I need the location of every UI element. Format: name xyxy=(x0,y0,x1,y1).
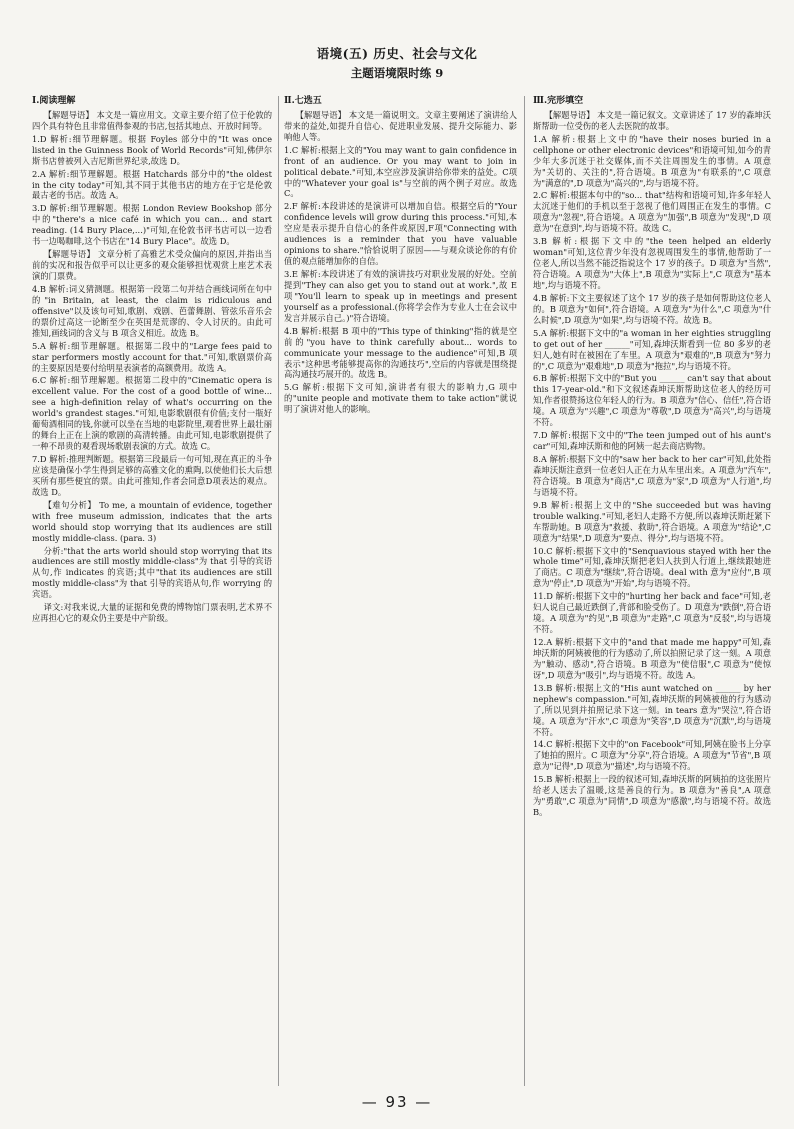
answer-paragraph: 12.A 解析:根据下文中的"and that made me happy"可知,森坤沃斯的阿姨被他的行为感动了,所以拍照记录了这一刻。A 项意为"触动、感动",符合语境。B 项意为"使信服",C 项意为"使惊讶",D 项意为"吸引",均与语境不符。故选 A。 xyxy=(533,637,771,680)
answer-paragraph: 5.A 解析:细节理解题。根据第二段中的"Large fees paid to star performers mostly account for that."可知,歌剧票价高的主要原因是要付给明星表演者的高额费用。故选 A。 xyxy=(32,340,272,373)
answer-paragraph: 2.F 解析:本段讲述的是演讲可以增加自信。根据空后的"Your confidence levels will grow during this process."可知,本空应是表示提升自信心的条件或原因,F项"Connecting with audiences is a reminder that you have valuable opinions to share."恰恰说明了原因——与观众谈论你的有价值的观点能增加你的自信。 xyxy=(284,201,517,267)
answer-paragraph: 1.C 解析:根据上文的"You may want to gain confidence in front of an audience. Or you may want to join in political debate."可知,本空应涉及演讲给你带来的益处。C项中的"Whatever your goal is"与空前的两个例子对应。故选 C。 xyxy=(284,144,517,199)
answer-paragraph: 3.B 解析:根据下文中的"the teen helped an elderly woman"可知,这位青少年没有忽视周围发生的事情,他帮助了一位老人,所以当然不能泛指说这个 17 岁的孩子。D 项意为"当然",符合语境。A 项意为"大体上",B 项意为"实际上",C 项意为"基本地",均与语境不符。 xyxy=(533,236,771,290)
answer-paragraph: 11.D 解析:根据下文中的"hurting her back and face"可知,老妇人说自己最近跌倒了,背部和脸受伤了。D 项意为"跌倒",符合语境。A 项意为"约见",B 项意为"走路",C 项意为"反驳",均与语境不符。 xyxy=(533,591,771,635)
section-heading: Ⅲ.完形填空 xyxy=(533,96,584,106)
answer-paragraph: 2.A 解析:细节理解题。根据 Hatchards 部分中的"the oldest in the city today"可知,其不同于其他书店的地方在于它是伦敦最古老的书店。故选 A。 xyxy=(32,168,272,201)
column-divider xyxy=(524,96,525,1086)
page-number: — 93 — xyxy=(361,1093,433,1111)
answer-paragraph: 9.B 解析:根据上文中的"She succeeded but was having trouble walking."可知,老妇人走路不方便,所以森坤沃斯赶紧下车帮助她。B 项意为"救援、救助",符合语境。A 项意为"结论",C 项意为"结果",D 项意为"要点、得分",均与语境不符。 xyxy=(533,499,771,543)
answer-paragraph: 【解题导语】 本文是一篇应用文。文章主要介绍了位于伦敦的四个具有特色且非常值得参观的书店,包括其地点、开放时间等。 xyxy=(32,109,272,131)
answer-paragraph: 15.B 解析:根据上一段的叙述可知,森坤沃斯的阿姨拍的这张照片给老人送去了温暖,这是善良的行为。B 项意为"善良",A 项意为"勇敢",C 项意为"同情",D 项意为"感激",均与语境不符。故选 B。 xyxy=(533,774,771,818)
page-header xyxy=(0,44,794,81)
answer-paragraph: 【解题导语】 本文是一篇记叙文。文章讲述了 17 岁的森坤沃斯帮助一位受伤的老人去医院的故事。 xyxy=(533,109,771,131)
answer-paragraph: 1.D 解析:细节理解题。根据 Foyles 部分中的"It was once listed in the Guinness Book of World Records"可知,佛伊尔斯书店曾被列入吉尼斯世界纪录,故选 D。 xyxy=(32,133,272,166)
column-seven-choose-five xyxy=(284,96,517,417)
answer-paragraph: 7.D 解析:推理判断题。根据第三段最后一句可知,现在真正的斗争应该是确保小学生得到足够的高雅文化的熏陶,以使他们长大后想买所有那些便宜的票。由此可推知,作者会同意D项表达的观点。故选 D。 xyxy=(32,454,272,497)
answer-paragraph: 7.D 解析:根据下文中的"The teen jumped out of his aunt's car"可知,森坤沃斯和他的阿姨一起去商店购物。 xyxy=(533,430,771,452)
page-subtitle: 主题语境限时练 9 xyxy=(350,66,444,80)
answer-paragraph: 4.B 解析:词义猜测题。根据第一段第二句并结合画线词所在句中的"in Britain, at least, the claim is ridiculous and offensive"以及该句可知,歌剧、戏剧、芭蕾舞剧、管弦乐音乐会的票价过高这一论断至少在英国是荒谬的、令人讨厌的。由此可推知,画线词的含义与 B 项含义相近。故选 B。 xyxy=(32,283,272,338)
answer-paragraph: 4.B 解析:根据 B 项中的"This type of thinking"指的就是空前的"you have to think carefully about... words to communicate your message to the audience"可知,B 项表示"这种思考能够提高你的沟通技巧",空后的内容就是围绕提高沟通技巧展开的。故选 B。 xyxy=(284,325,517,380)
answer-paragraph: 13.B 解析:根据上文的"His aunt watched on ______ by her nephew's compassion."可知,森坤沃斯的阿姨被他的行为感动了,所以见到并拍照记录下这一刻。in tears 意为"哭泣",符合语境。A 项意为"汗水",C 项意为"笑容",D 项意为"沉默",均与语境不符。 xyxy=(533,682,771,737)
column-divider xyxy=(278,96,279,1086)
answer-paragraph: 6.B 解析:根据下文中的"But you ______ can't say that about this 17-year-old."和下文叙述森坤沃斯帮助这位老人的经历可知,作者很赞扬这位年轻人的行为。B 项意为"信心、信任",符合语境。A 项意为"兴趣",C 项意为"尊敬",D 项意为"高兴",均与语境不符。 xyxy=(533,373,771,428)
answer-paragraph: 6.C 解析:细节理解题。根据第二段中的"Cinematic opera is excellent value. For the cost of a good bottle of wine... see a high-definition relay of what's occurring on the world's grandest stages."可知,电影歌剧很有价值;支付一瓶好葡萄酒相同的钱,你就可以坐在当地的电影院里,观看世界上最壮丽的舞台上正在上演的歌剧的高清转播。由此可知,电影歌剧提供了一种不昂贵的观看现场歌剧表演的方式。故选 C。 xyxy=(32,375,272,452)
answer-paragraph: 译文:对我来说,大量的证据和免费的博物馆门票表明,艺术界不应再担心它的观众仍主要是中产阶级。 xyxy=(32,602,272,624)
answer-paragraph: 4.B 解析:下文主要叙述了这个 17 岁的孩子是如何帮助这位老人的。B 项意为"如何",符合语境。A 项意为"为什么",C 项意为"什么时候",D 项意为"如果",均与语境不符。故选 B。 xyxy=(533,292,771,325)
answer-paragraph: 10.C 解析:根据下文中的"Senquavious stayed with her the whole time"可知,森坤沃斯把老妇人扶到人行道上,继续跟她进了商店。C 项意为"继续",符合语境。deal with 意为"应付",B 项意为"停止",D 项意为"开始",均与语境不符。 xyxy=(533,545,771,589)
page-title: 语境(五) 历史、社会与文化 xyxy=(316,46,478,61)
column-reading-comprehension xyxy=(32,96,272,626)
answer-paragraph: 3.E 解析:本段讲述了有效的演讲技巧对职业发展的好处。空前提到"They can also get you to stand out at work.",故 E 项"You'll learn to speak up in meetings and present yourself as a professional.(你将学会作为专业人士在会议中发言并展示自己。)"符合语境。 xyxy=(284,269,517,323)
column-cloze xyxy=(533,96,771,820)
answer-paragraph: 3.D 解析:细节理解题。根据 London Review Bookshop 部分中的"there's a nice café in which you can... and start reading. (14 Bury Place,...)"可知,在伦敦书评书店可以一边看书一边喝咖啡,这个书店在"14 Bury Place"。故选 D。 xyxy=(32,203,272,247)
answer-paragraph: 5.A 解析:根据下文中的"a woman in her eighties struggling to get out of her ______"可知,森坤沃斯看到一位 80 多岁的老妇人,她有时在被困在了车里。A 项意为"艰难的",B 项意为"努力的",C 项意为"艰难地",D 项意为"拖拉",均与语境不符。 xyxy=(533,327,771,371)
section-heading: Ⅰ.阅读理解 xyxy=(32,96,76,106)
answer-paragraph: 【解题导语】 本文是一篇说明文。文章主要阐述了演讲给人带来的益处,如提升自信心、促进职业发展、提升交际能力、影响他人等。 xyxy=(284,109,517,142)
answer-paragraph: 14.C 解析:根据下文中的"on Facebook"可知,阿姨在脸书上分享了她拍的照片。C 项意为"分享",符合语境。A 项意为"节省",B 项意为"记得",D 项意为"描述",均与语境不符。 xyxy=(533,739,771,772)
answer-paragraph: 【难句分析】 To me, a mountain of evidence, together with free museum admission, indicates that the arts world should stop worrying that its audiences are still mostly middle-class. (para. 3) xyxy=(32,499,272,543)
answer-paragraph: 8.A 解析:根据下文中的"saw her back to her car"可知,此处指森坤沃斯注意到一位老妇人正在力从车里出来。A 项意为"汽车",符合语境。B 项意为"商店",C 项意为"家",D 项意为"人行道",均与语境不符。 xyxy=(533,454,771,497)
answer-paragraph: 5.G 解析:根据下文可知,演讲者有很大的影响力,G 项中的"unite people and motivate them to take action"就说明了演讲对他人的影响。 xyxy=(284,382,517,415)
section-heading: Ⅱ.七选五 xyxy=(284,96,322,106)
answer-paragraph: 分析:"that the arts world should stop worrying that its audiences are still mostly middle-class"为 that 引导的宾语从句,作 indicates 的宾语;其中"that its audiences are still mostly middle-class"为 that 引导的宾语从句,作 worrying 的宾语。 xyxy=(32,545,272,600)
answer-paragraph: 2.C 解析:根据本句中的"so... that"结构和语境可知,许多年轻人太沉迷于他们的手机以至于忽视了他们周围正在发生的事情。C 项意为"忽视",符合语境。A 项意为"加强",B 项意为"发现",D 项意为"在意到",均与语境不符。故选 C。 xyxy=(533,190,771,234)
answer-paragraph: 1.A 解析:根据上文中的"have their noses buried in a cellphone or other electronic devices"和语境可知,如今的青少年大多沉迷于社交媒体,而不关注周围发生的事情。A 项意为"关切的、关注的",符合语境。B 项意为"有联系的",C 项意为"满意的",D 项意为"高兴的",均与语境不符。 xyxy=(533,133,771,188)
answer-paragraph: 【解题导语】 文章分析了高雅艺术受众偏向的原因,并指出当前的实况和报告似乎可以让更多的观众能够担忧观赏上座艺术表演的门票费。 xyxy=(32,249,272,281)
